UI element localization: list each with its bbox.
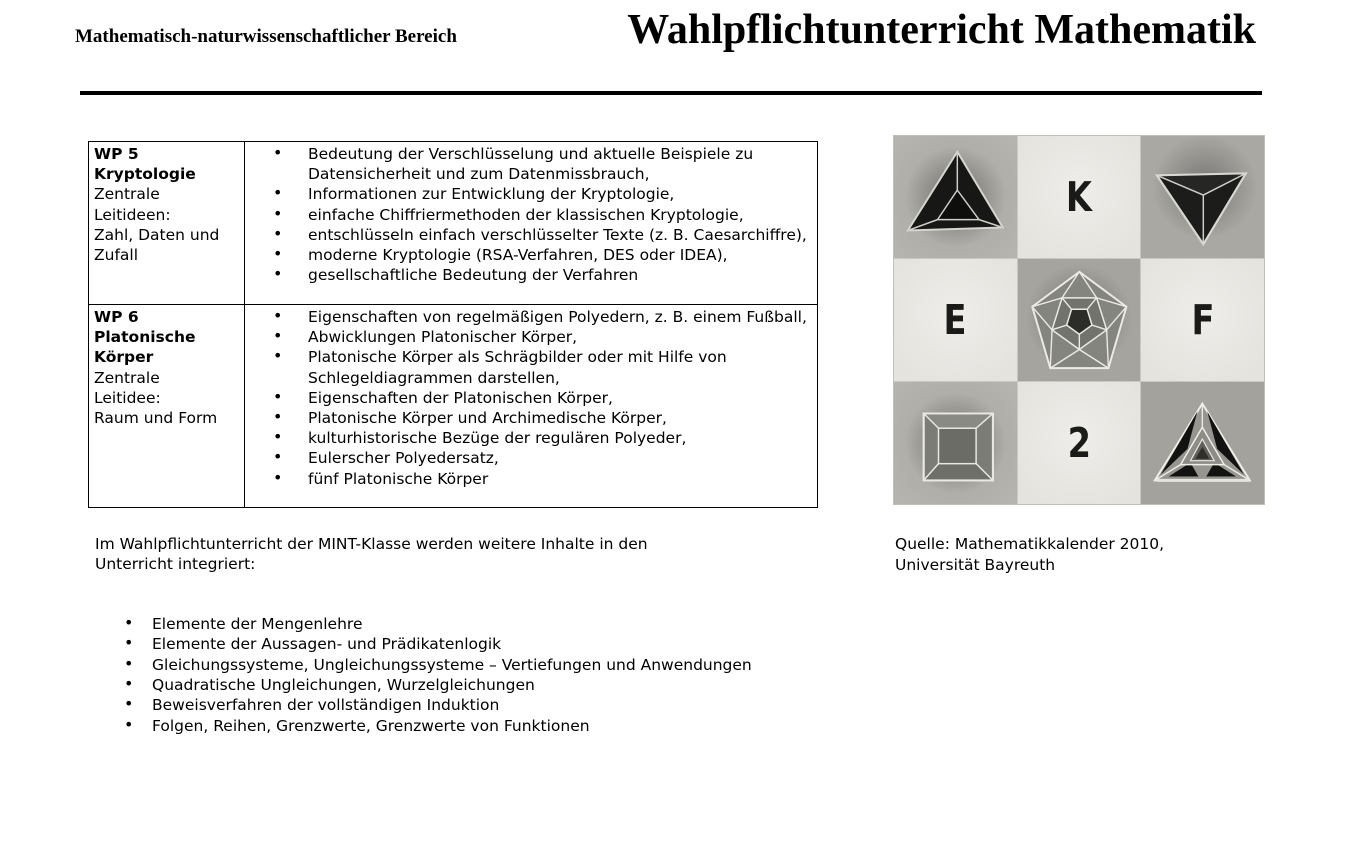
wp5-subtitle-line: Leitideen: — [94, 205, 171, 224]
mint-intro-line: Unterricht integriert: — [95, 555, 256, 574]
bullet-item: • Eigenschaften von regelmäßigen Polyedern, z. B. einem Fußball, — [250, 307, 813, 327]
tetrahedron-schlegel-image — [1141, 382, 1264, 504]
header-divider — [80, 91, 1262, 95]
cube-schlegel-icon — [894, 382, 1017, 504]
bullet-item: • moderne Kryptologie (RSA-Verfahren, DES oder IDEA), — [250, 245, 813, 265]
header-subject-area: Mathematisch-naturwissenschaftlicher Bereich — [75, 26, 457, 47]
bullet-item: • Abwicklungen Platonischer Körper, — [250, 327, 813, 347]
mint-section — [95, 534, 825, 736]
cube-schlegel-image — [894, 382, 1017, 504]
wp5-subtitle-line: Zahl, Daten und — [94, 225, 220, 244]
bullet-item: • Eulerscher Polyedersatz, — [250, 448, 813, 468]
numeral-cell-2 — [1018, 382, 1141, 504]
wp6-content-cell — [245, 305, 818, 508]
wp5-content-cell — [245, 142, 818, 305]
wp5-subtitle — [94, 184, 240, 265]
letter-f: F — [1191, 296, 1215, 344]
mint-intro — [95, 534, 825, 575]
bullet-item: • Platonische Körper und Archimedische Körper, — [250, 408, 813, 428]
tetrahedron-top-view-icon — [894, 136, 1017, 258]
bullet-item: • fünf Platonische Körper — [250, 469, 813, 489]
bullet-item: • einfache Chiffriermethoden der klassischen Kryptologie, — [250, 205, 813, 225]
mint-intro-line: Im Wahlpflichtunterricht der MINT-Klasse werden weitere Inhalte in den — [95, 535, 648, 553]
wp6-label-cell — [89, 305, 245, 508]
curriculum-table — [88, 141, 818, 508]
tetrahedron-vertex-view-image — [1141, 136, 1264, 258]
wp5-subtitle-line: Zufall — [94, 246, 139, 265]
figure-caption-line: Universität Bayreuth — [895, 555, 1056, 574]
bullet-item: • Bedeutung der Verschlüsselung und aktuelle Beispiele zu Datensicherheit und zum Datenmissbrauch, — [250, 144, 813, 184]
wp6-subtitle-line: Zentrale — [94, 368, 160, 387]
bullet-item: • Quadratische Ungleichungen, Wurzelgleichungen — [95, 675, 825, 695]
wp6-title — [94, 307, 240, 368]
bullet-item: • gesellschaftliche Bedeutung der Verfahren — [250, 265, 813, 285]
wp6-title-line: Körper — [94, 348, 154, 367]
letter-cell-k — [1018, 136, 1141, 258]
numeral-2: 2 — [1067, 419, 1091, 467]
bullet-item: • kulturhistorische Bezüge der regulären Polyeder, — [250, 428, 813, 448]
page-title: Wahlpflichtunterricht Mathematik — [627, 7, 1256, 53]
figure-caption-line: Quelle: Mathematikkalender 2010, — [895, 535, 1165, 553]
bullet-item: • Gleichungssysteme, Ungleichungssysteme – Vertiefungen und Anwendungen — [95, 655, 825, 675]
dodecahedron-schlegel-icon — [1018, 259, 1141, 381]
figure-caption — [895, 534, 1164, 575]
platonic-solids-figure — [893, 135, 1265, 505]
bullet-item: • Elemente der Aussagen- und Prädikatenlogik — [95, 634, 825, 654]
bullet-item: • Eigenschaften der Platonischen Körper, — [250, 388, 813, 408]
wp6-bullet-list — [250, 307, 813, 489]
table-row-wp6 — [89, 305, 818, 508]
wp6-subtitle — [94, 368, 240, 429]
tetrahedron-schlegel-icon — [1141, 382, 1264, 504]
wp6-subtitle-line: Raum und Form — [94, 409, 218, 428]
bullet-item: • Elemente der Mengenlehre — [95, 614, 825, 634]
letter-cell-f — [1141, 259, 1264, 381]
bullet-item: • Folgen, Reihen, Grenzwerte, Grenzwerte von Funktionen — [95, 716, 825, 736]
letter-k: K — [1065, 173, 1093, 221]
bullet-item: • Informationen zur Entwicklung der Kryptologie, — [250, 184, 813, 204]
wp5-subtitle-line: Zentrale — [94, 185, 160, 204]
tetrahedron-top-view-image — [894, 136, 1017, 258]
mint-bullet-list — [95, 614, 825, 736]
table-row-wp5 — [89, 142, 818, 305]
wp5-title-line: WP 5 — [94, 145, 139, 163]
bullet-item: • entschlüsseln einfach verschlüsselter Texte (z. B. Caesarchiffre), — [250, 225, 813, 245]
wp5-label-cell — [89, 142, 245, 305]
dodecahedron-schlegel-image — [1018, 259, 1141, 381]
wp5-title — [94, 144, 240, 184]
wp6-subtitle-line: Leitidee: — [94, 388, 161, 407]
wp6-title-line: Platonische — [94, 328, 196, 347]
wp6-title-line: WP 6 — [94, 308, 139, 326]
bullet-item: • Platonische Körper als Schrägbilder oder mit Hilfe von Schlegeldiagrammen darstellen, — [250, 347, 813, 387]
letter-cell-e — [894, 259, 1017, 381]
letter-e: E — [943, 296, 967, 344]
wp5-bullet-list — [250, 144, 813, 285]
tetrahedron-vertex-view-icon — [1141, 136, 1264, 258]
wp5-title-line: Kryptologie — [94, 165, 196, 184]
bullet-item: • Beweisverfahren der vollständigen Induktion — [95, 695, 825, 715]
